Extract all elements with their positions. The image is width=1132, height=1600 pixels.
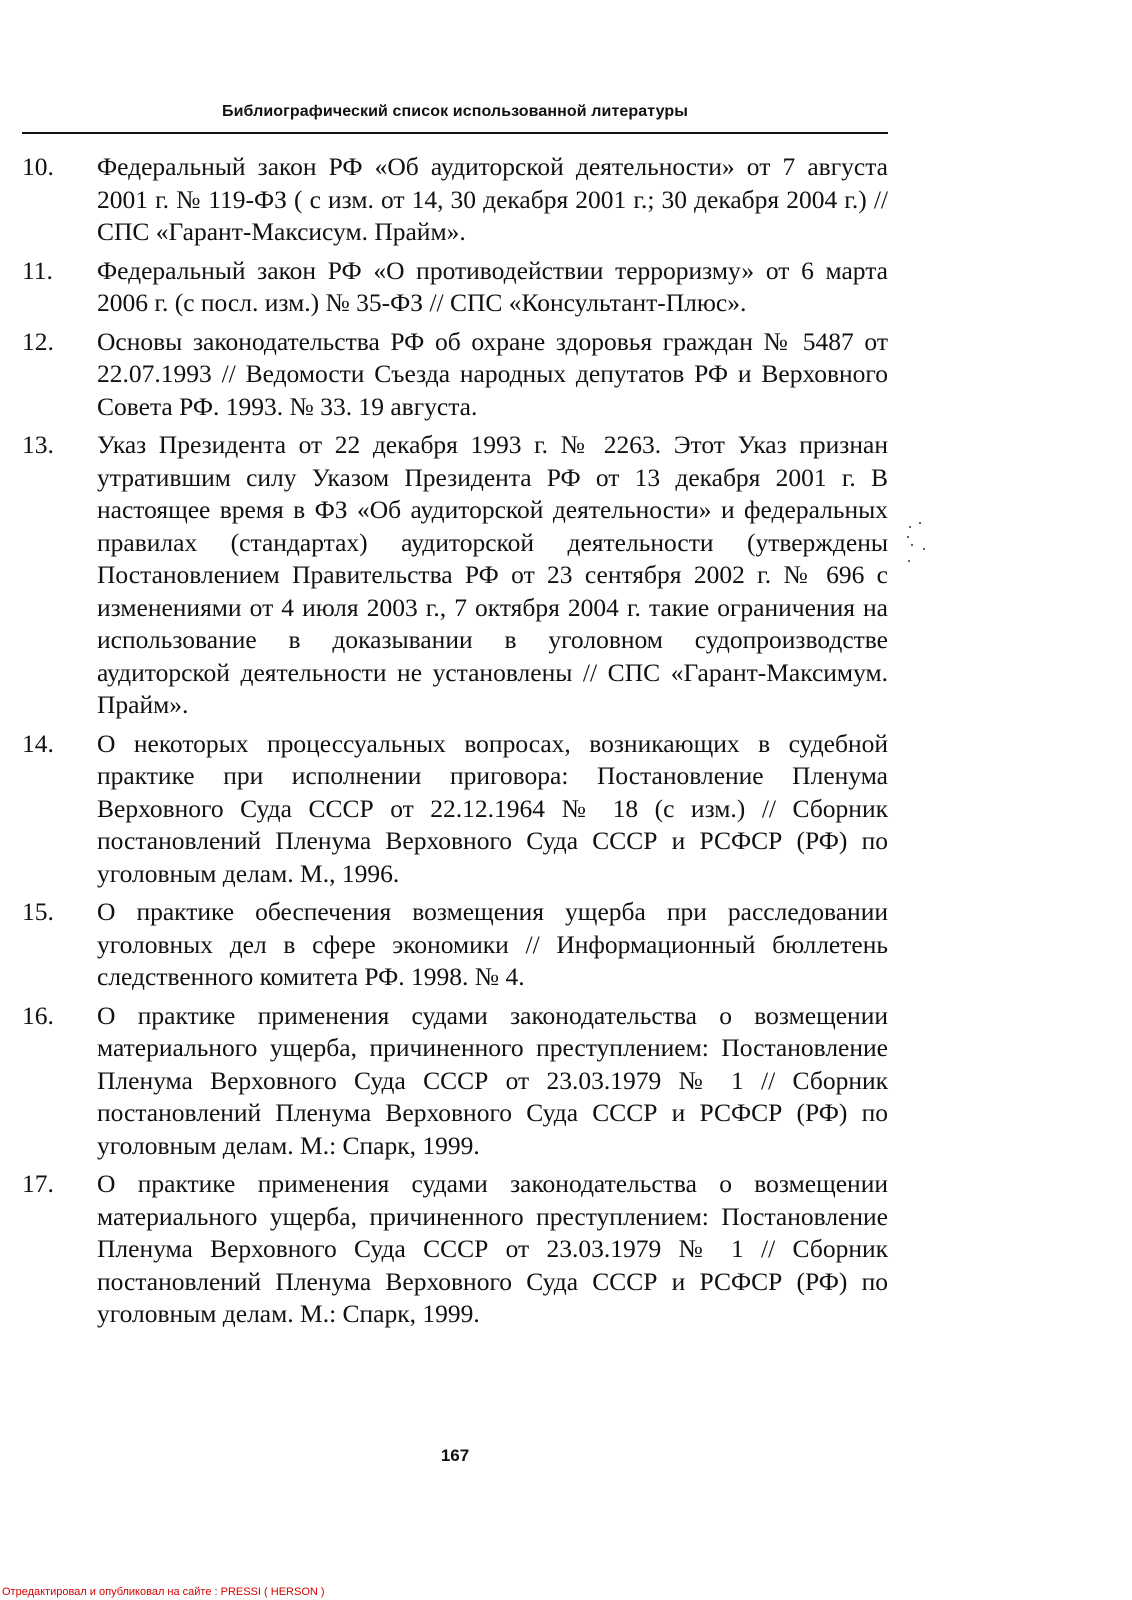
entry-number: 16. bbox=[22, 1000, 54, 1030]
entry-text: О практике применения судами законодательства о возмещении материального ущерба, причиненного преступлением: Постановление Пленума Верховного Суда СССР от 23.03.1979 № 1 // Сборник постановлений Пленума Верховного Суда СССР и РСФСР (РФ) по уголовным делам. М.: Спарк, 1999. bbox=[97, 1169, 888, 1328]
scan-speck bbox=[907, 536, 909, 538]
bibliography-entry-13 bbox=[22, 429, 888, 722]
entry-number: 11. bbox=[22, 255, 53, 285]
running-title: Библиографический список использованной литературы bbox=[221, 103, 689, 120]
bibliography-list bbox=[22, 151, 888, 1337]
entry-text: Федеральный закон РФ «Об аудиторской деятельности» от 7 августа 2001 г. № 119-ФЗ ( с изм. от 14, 30 декабря 2001 г.; 30 декабря 2004 г.) // СПС «Гарант-Максисум. Прайм». bbox=[97, 152, 888, 246]
bibliography-entry-10 bbox=[22, 151, 888, 249]
watermark-text: Отредактировал и опубликовал на сайте : PRESSI ( HERSON ) bbox=[2, 1586, 325, 1598]
entry-text: О некоторых процессуальных вопросах, возникающих в судебной практике при исполнении приговора: Постановление Пленума Верховного Суда СССР от 22.12.1964 № 18 (с изм.) // Сборник постановлений Пленума Верховного Суда СССР и РСФСР (РФ) по уголовным делам. М., 1996. bbox=[97, 728, 888, 888]
entry-number: 17. bbox=[22, 1169, 54, 1198]
bibliography-entry-16 bbox=[22, 1000, 888, 1163]
scan-speck bbox=[908, 560, 910, 562]
scan-speck bbox=[919, 522, 921, 524]
entry-text: О практике обеспечения возмещения ущерба при расследовании уголовных дел в сфере экономики // Информационный бюллетень следственного комитета РФ. 1998. № 4. bbox=[97, 897, 888, 991]
page-number: 167 bbox=[440, 1446, 470, 1465]
bibliography-entry-15 bbox=[22, 896, 888, 994]
entry-number: 13. bbox=[22, 430, 54, 459]
scan-speck bbox=[911, 544, 913, 546]
entry-number: 12. bbox=[22, 326, 54, 356]
entry-number: 14. bbox=[22, 728, 54, 758]
scan-speck bbox=[909, 526, 911, 528]
scan-speck bbox=[923, 548, 925, 550]
bibliography-entry-14 bbox=[22, 728, 888, 891]
bibliography-entry-11 bbox=[22, 255, 888, 320]
entry-text: О практике применения судами законодательства о возмещении материального ущерба, причиненного преступлением: Постановление Пленума Верховного Суда СССР от 23.03.1979 № 1 // Сборник постановлений Пленума Верховного Суда СССР и РСФСР (РФ) по уголовным делам. М.: Спарк, 1999. bbox=[97, 1000, 888, 1160]
header-rule bbox=[22, 132, 888, 134]
entry-number: 10. bbox=[22, 152, 54, 181]
entry-text: Основы законодательства РФ об охране здоровья граждан № 5487 от 22.07.1993 // Ведомости Съезда народных депутатов РФ и Верховного Совета РФ. 1993. № 33. 19 августа. bbox=[97, 326, 888, 421]
bibliography-entry-17 bbox=[22, 1168, 888, 1331]
bibliography-entry-12 bbox=[22, 326, 888, 424]
scan-specks bbox=[905, 520, 927, 570]
entry-text: Указ Президента от 22 декабря 1993 г. № 2263. Этот Указ признан утратившим силу Указом Президента РФ от 13 декабря 2001 г. В настоящее время в ФЗ «Об аудиторской деятельности» и федеральных правилах (стандартах) аудиторской деятельности (утверждены Постановлением Правительства РФ от 23 сентября 2002 г. № 696 с изменениями от 4 июля 2003 г., 7 октября 2004 г. такие ограничения на использование в доказывании в уголовном судопроизводстве аудиторской деятельности не установлены // СПС «Гарант-Максимум. Прайм». bbox=[97, 430, 888, 719]
entry-text: Федеральный закон РФ «О противодействии терроризму» от 6 марта 2006 г. (с посл. изм.) № 35-ФЗ // СПС «Консультант-Плюс». bbox=[97, 255, 888, 317]
entry-number: 15. bbox=[22, 897, 54, 926]
